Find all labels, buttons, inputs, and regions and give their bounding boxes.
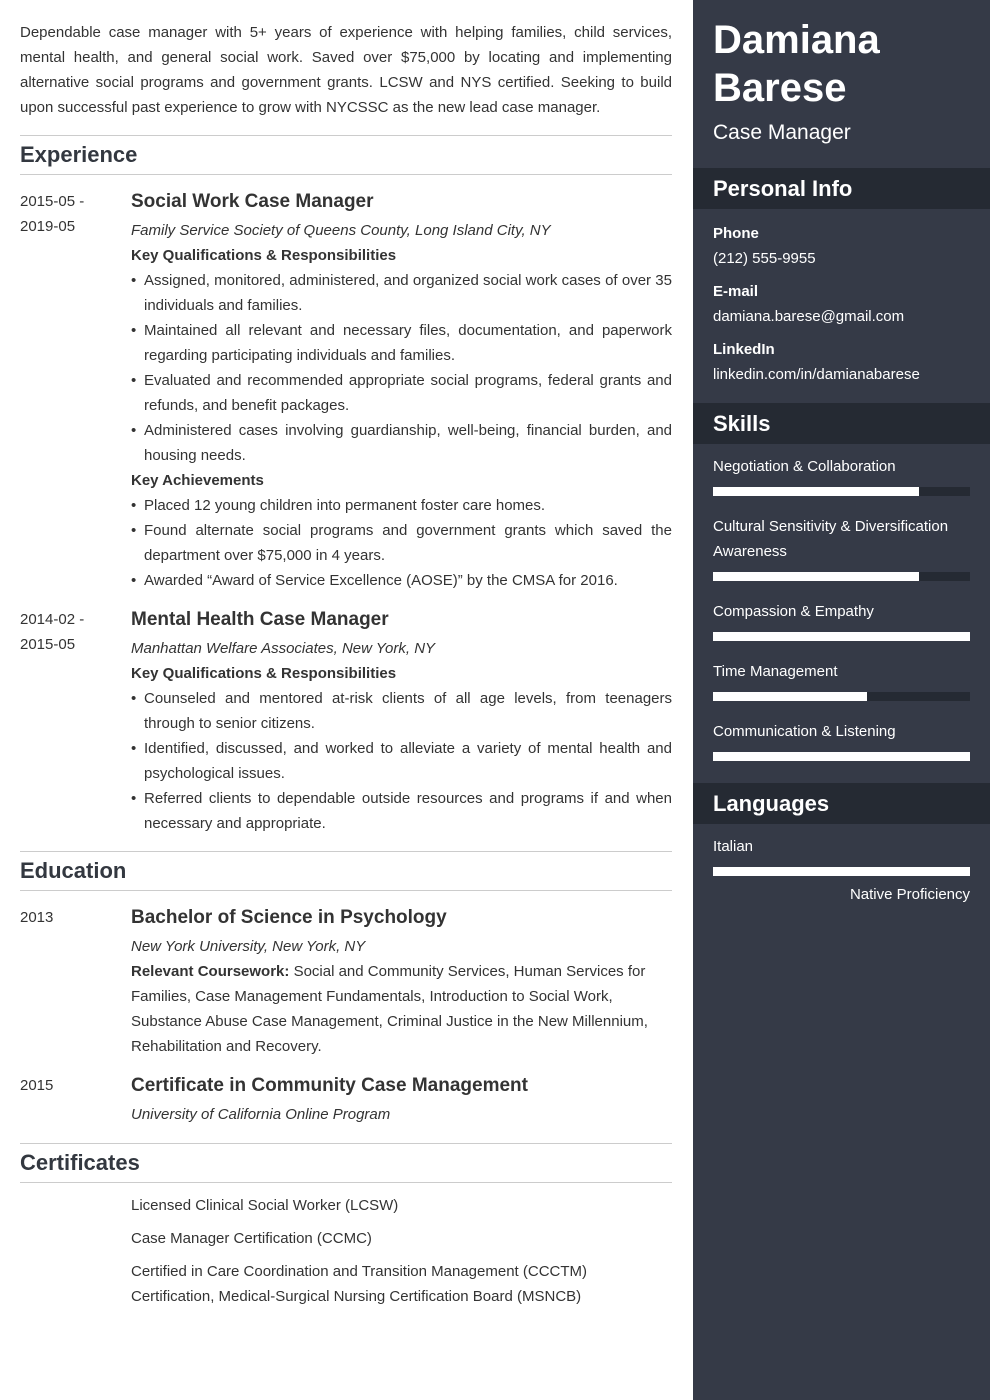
bullet-item: • Awarded “Award of Service Excellence (AOSE)” by the CMSA for 2016.: [131, 568, 672, 593]
skill-item: [713, 514, 970, 581]
bullet-item: • Counseled and mentored at-risk clients of all age levels, from teenagers through to senior citizens.: [131, 686, 672, 736]
skills-heading: Skills: [693, 403, 990, 444]
personal-info-heading: Personal Info: [693, 168, 990, 209]
certificate-item: Licensed Clinical Social Worker (LCSW): [131, 1197, 399, 1214]
bullet-item: • Administered cases involving guardianship, well-being, financial burden, and housing needs.: [131, 418, 672, 468]
candidate-name: [693, 0, 990, 112]
certificates-heading: Certificates: [20, 1143, 672, 1183]
last-name: Barese: [713, 66, 847, 110]
coursework-text: Social and Community Services, Human Services for Families, Case Management Fundamentals, Introduction to Social Work, Substance Abuse Case Management, Criminal Justice in the New Millennium, Rehabilitation and Recovery.: [131, 963, 648, 1055]
language-bar: [713, 867, 970, 876]
languages-list: [693, 824, 990, 907]
skill-bar: [713, 572, 970, 581]
entry-org: Family Service Society of Queens County, Long Island City, NY: [131, 222, 551, 239]
bullet-item: • Identified, discussed, and worked to alleviate a variety of mental health and psychological issues.: [131, 736, 672, 786]
date-start: 2014-02 -: [20, 611, 85, 628]
job-title: Case Manager: [713, 121, 851, 144]
language-level: Native Proficiency: [849, 886, 970, 903]
entry-org: University of California Online Program: [131, 1106, 391, 1123]
education-heading: Education: [20, 851, 672, 891]
certificate-item: Case Manager Certification (CCMC): [131, 1230, 372, 1247]
education-entry: [20, 1073, 672, 1127]
entry-subheading: Key Qualifications & Responsibilities: [131, 665, 397, 682]
skill-name: Communication & Listening: [713, 723, 896, 740]
languages-heading: Languages: [693, 783, 990, 824]
bullet-item: • Referred clients to dependable outside resources and programs if and when necessary and appropriate.: [131, 786, 672, 836]
email-value[interactable]: damiana.barese@gmail.com: [713, 308, 905, 325]
email-label: E-mail: [713, 283, 759, 300]
skill-item: [713, 599, 970, 641]
entry-subheading: Key Achievements: [131, 472, 264, 489]
certificate-item: Certified in Care Coordination and Transition Management (CCCTM): [131, 1263, 588, 1280]
skill-name: Negotiation & Collaboration: [713, 458, 896, 475]
certificate-item: Certification, Medical-Surgical Nursing Certification Board (MSNCB): [131, 1288, 582, 1305]
certificates-list: [20, 1193, 672, 1309]
entry-title: Social Work Case Manager: [131, 191, 374, 212]
coursework: [131, 959, 672, 1059]
entry-title: Certificate in Community Case Management: [131, 1075, 528, 1096]
bullet-list: [131, 493, 672, 593]
date-end: 2015-05: [20, 636, 76, 653]
education-entry: [20, 905, 672, 1059]
skill-name: Compassion & Empathy: [713, 603, 874, 620]
skills-list: [693, 444, 990, 783]
sidebar: [693, 0, 990, 1400]
phone-label: Phone: [713, 225, 759, 242]
skill-name: Cultural Sensitivity & Diversification Awareness: [713, 518, 949, 560]
date: 2015: [20, 1077, 54, 1094]
coursework-label: Relevant Coursework:: [131, 963, 290, 980]
first-name: Damiana: [713, 18, 880, 62]
entry-title: Mental Health Case Manager: [131, 609, 389, 630]
skill-bar-fill: [713, 632, 970, 641]
date-start: 2015-05 -: [20, 193, 85, 210]
entry-date: [20, 189, 120, 239]
personal-info: [693, 209, 990, 403]
language-name: Italian: [713, 838, 754, 855]
main-column: [20, 20, 672, 1317]
date: 2013: [20, 909, 54, 926]
bullet-item: • Found alternate social programs and government grants which saved the department over $75,000 in 4 years.: [131, 518, 672, 568]
skill-bar: [713, 692, 970, 701]
phone-value[interactable]: (212) 555-9955: [713, 250, 816, 267]
entry-date: [20, 607, 120, 657]
language-bar-fill: [713, 867, 970, 876]
skill-bar: [713, 752, 970, 761]
bullet-list: [131, 268, 672, 468]
bullet-item: • Evaluated and recommended appropriate social programs, federal grants and refunds, and benefit packages.: [131, 368, 672, 418]
skill-bar-fill: [713, 752, 970, 761]
entry-date: [20, 1073, 120, 1098]
entry-subheading: Key Qualifications & Responsibilities: [131, 247, 397, 264]
skill-item: [713, 719, 970, 761]
skill-name: Time Management: [713, 663, 838, 680]
bullet-item: • Placed 12 young children into permanent foster care homes.: [131, 493, 672, 518]
summary: Dependable case manager with 5+ years of experience with helping families, child services, mental health, and general social work. Saved over $75,000 by locating and implementing alternative social programs and government grants. LCSW and NYS certified. Seeking to build upon successful past experience to grow with NYCSSC as the new lead case manager.: [20, 24, 672, 116]
experience-entry: [20, 189, 672, 593]
experience-entry: [20, 607, 672, 836]
skill-bar-fill: [713, 572, 919, 581]
entry-title: Bachelor of Science in Psychology: [131, 907, 447, 928]
skill-item: [713, 659, 970, 701]
skill-bar: [713, 632, 970, 641]
skill-bar-fill: [713, 487, 919, 496]
skill-item: [713, 454, 970, 496]
experience-heading: Experience: [20, 135, 672, 175]
bullet-list: [131, 686, 672, 836]
entry-date: [20, 905, 120, 930]
linkedin-label: LinkedIn: [713, 341, 775, 358]
bullet-item: • Maintained all relevant and necessary files, documentation, and paperwork regarding participating individuals and families.: [131, 318, 672, 368]
skill-bar-fill: [713, 692, 867, 701]
skill-bar: [713, 487, 970, 496]
bullet-item: • Assigned, monitored, administered, and organized social work cases of over 35 individuals and families.: [131, 268, 672, 318]
date-end: 2019-05: [20, 218, 76, 235]
linkedin-value[interactable]: linkedin.com/in/damianabarese: [713, 366, 920, 383]
entry-org: New York University, New York, NY: [131, 938, 366, 955]
entry-org: Manhattan Welfare Associates, New York, NY: [131, 640, 436, 657]
